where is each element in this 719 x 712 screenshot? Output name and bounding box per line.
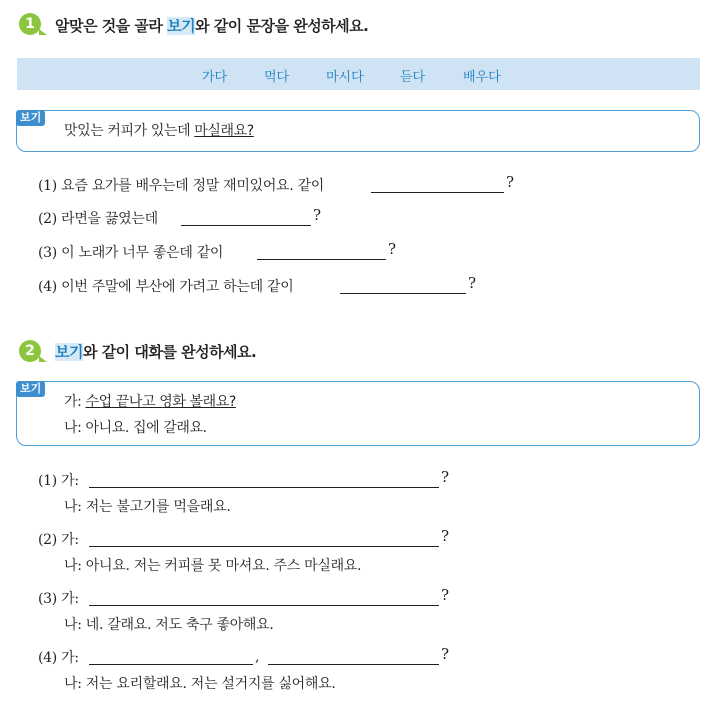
question-mark: ? xyxy=(441,468,450,486)
answer-blank[interactable] xyxy=(268,663,439,665)
question-mark: ? xyxy=(313,206,322,224)
question-mark: ? xyxy=(441,527,450,545)
answer-blank[interactable] xyxy=(89,663,253,665)
item-text: 요즘 요가를 배우는데 정말 재미있어요. 같이 xyxy=(61,178,325,194)
section1-instruction xyxy=(55,15,368,36)
item-number: (1) xyxy=(38,178,57,194)
speaker-label: 가: xyxy=(61,591,79,607)
example-text: 맛있는 커피가 있는데 xyxy=(64,123,195,139)
item-number: (3) xyxy=(38,245,57,261)
answer-blank[interactable] xyxy=(89,604,439,606)
comma: , xyxy=(255,649,260,665)
speaker-label: 가: xyxy=(61,650,79,666)
exercise-item-2 xyxy=(38,208,158,228)
answer-blank[interactable] xyxy=(89,486,439,488)
answer-blank[interactable] xyxy=(181,224,311,226)
bogi-highlight: 보기 xyxy=(55,343,83,361)
speaker-label: 가: xyxy=(64,394,86,410)
item-text: 이 노래가 너무 좋은데 같이 xyxy=(61,245,224,261)
speaker-label: 가: xyxy=(61,532,79,548)
instruction-text: 알맞은 것을 골라 xyxy=(55,17,168,35)
dialogue-reply: 나: 저는 불고기를 먹을래요. xyxy=(64,499,231,515)
example-answer: 마실래요? xyxy=(194,123,254,139)
word-bank-item: 가다 xyxy=(202,70,228,85)
item-number: (1) xyxy=(38,473,57,489)
answer-blank[interactable] xyxy=(257,258,386,260)
item-text: 라면을 끓였는데 xyxy=(61,211,158,227)
instruction-text: 와 같이 문장을 완성하세요. xyxy=(195,17,369,35)
question-mark: ? xyxy=(468,274,477,292)
question-number-badge: 2 xyxy=(19,340,41,362)
bogi-highlight: 보기 xyxy=(167,17,196,35)
dialogue-item-1 xyxy=(38,470,79,490)
answer-blank[interactable] xyxy=(371,191,504,193)
section2-instruction xyxy=(55,341,256,362)
exercise-item-1 xyxy=(38,175,324,195)
dialogue-reply: 나: 아니요. 저는 커피를 못 마셔요. 주스 마실래요. xyxy=(64,558,362,574)
dialogue-reply: 나: 저는 요리할래요. 저는 설거지를 싫어해요. xyxy=(64,676,336,692)
example-tag: 보기 xyxy=(16,381,45,397)
question-number-badge: 1 xyxy=(19,13,41,35)
question-mark: ? xyxy=(441,645,450,663)
item-number: (4) xyxy=(38,279,57,295)
exercise-item-3 xyxy=(38,242,223,262)
dialogue-item-4 xyxy=(38,647,79,667)
word-bank xyxy=(17,58,700,90)
example-sentence xyxy=(64,120,254,140)
dialogue-reply: 나: 네. 갈래요. 저도 축구 좋아해요. xyxy=(64,617,274,633)
example-line-b: 나: 아니요. 집에 갈래요. xyxy=(64,420,207,436)
question-mark: ? xyxy=(506,173,515,191)
item-number: (2) xyxy=(38,211,57,227)
item-number: (4) xyxy=(38,650,57,666)
example-answer: 수업 끝나고 영화 볼래요? xyxy=(85,394,236,410)
question-mark: ? xyxy=(388,240,397,258)
item-number: (3) xyxy=(38,591,57,607)
example-line-a xyxy=(64,391,236,411)
word-bank-item: 듣다 xyxy=(400,70,426,85)
example-tag: 보기 xyxy=(16,110,45,126)
item-text: 이번 주말에 부산에 가려고 하는데 같이 xyxy=(61,279,294,295)
item-number: (2) xyxy=(38,532,57,548)
exercise-item-4 xyxy=(38,276,293,296)
speaker-label: 가: xyxy=(61,473,79,489)
word-bank-item: 먹다 xyxy=(264,70,290,85)
answer-blank[interactable] xyxy=(89,545,439,547)
instruction-text: 와 같이 대화를 완성하세요. xyxy=(82,343,257,361)
word-bank-item: 배우다 xyxy=(463,70,501,85)
word-bank-item: 마시다 xyxy=(326,70,364,85)
answer-blank[interactable] xyxy=(340,292,466,294)
dialogue-item-2 xyxy=(38,529,79,549)
dialogue-item-3 xyxy=(38,588,79,608)
question-mark: ? xyxy=(441,586,450,604)
